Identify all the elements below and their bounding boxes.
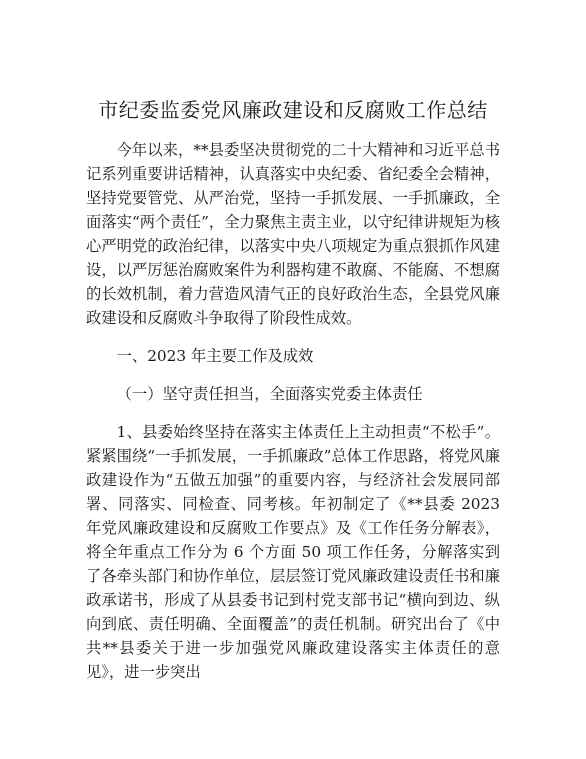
intro-paragraph: 今年以来，**县委坚决贯彻党的二十大精神和习近平总书记系列重要讲话精神，认真落实中央纪委、省纪委全会精神，坚持党要管党、从严治党，坚持一手抓发展、一手抓廉政，全面落实“两个责任”，全力聚焦主责主业，以守纪律讲规矩为核心严明党的政治纪律，以落实中央八项规定为重点狠抓作风建设，以严厉惩治腐败案件为利器构建不敢腐、不能腐、不想腐的长效机制，着力营造风清气正的良好政治生态，全县党风廉政建设和反腐败斗争取得了阶段性成效。 — [86, 141, 500, 327]
document-title: 市纪委监委党风廉政建设和反腐败工作总结 — [98, 98, 488, 122]
subsection-heading: （一）坚守责任担当，全面落实党委主体责任 — [116, 385, 423, 403]
body-paragraph: 1、县委始终坚持在落实主体责任上主动担责“不松手”。紧紧围绕“一手抓发展，一手抓廉政”总体工作思路，将党风廉政建设作为“五做五加强”的重要内容，与经济社会发展同部署、同落实、同检查、同考核。年初制定了《**县委 2023 年党风廉政建设和反腐败工作要点》及《工作任务分解表》，将全年重点工作分为 6 个方面 50 项工作任务，分解落实到了各牵头部门和协作单位，层层签订党风廉政建设责任书和廉政承诺书，形成了从县委书记到村党支部书记“横向到边、纵向到底、责任明确、全面覆盖”的责任机制。研究出台了《中共**县委关于进一步加强党风廉政建设落实主体责任的意见》，进一步突出 — [86, 423, 500, 681]
section-heading: 一、2023 年主要工作及成效 — [116, 347, 314, 365]
